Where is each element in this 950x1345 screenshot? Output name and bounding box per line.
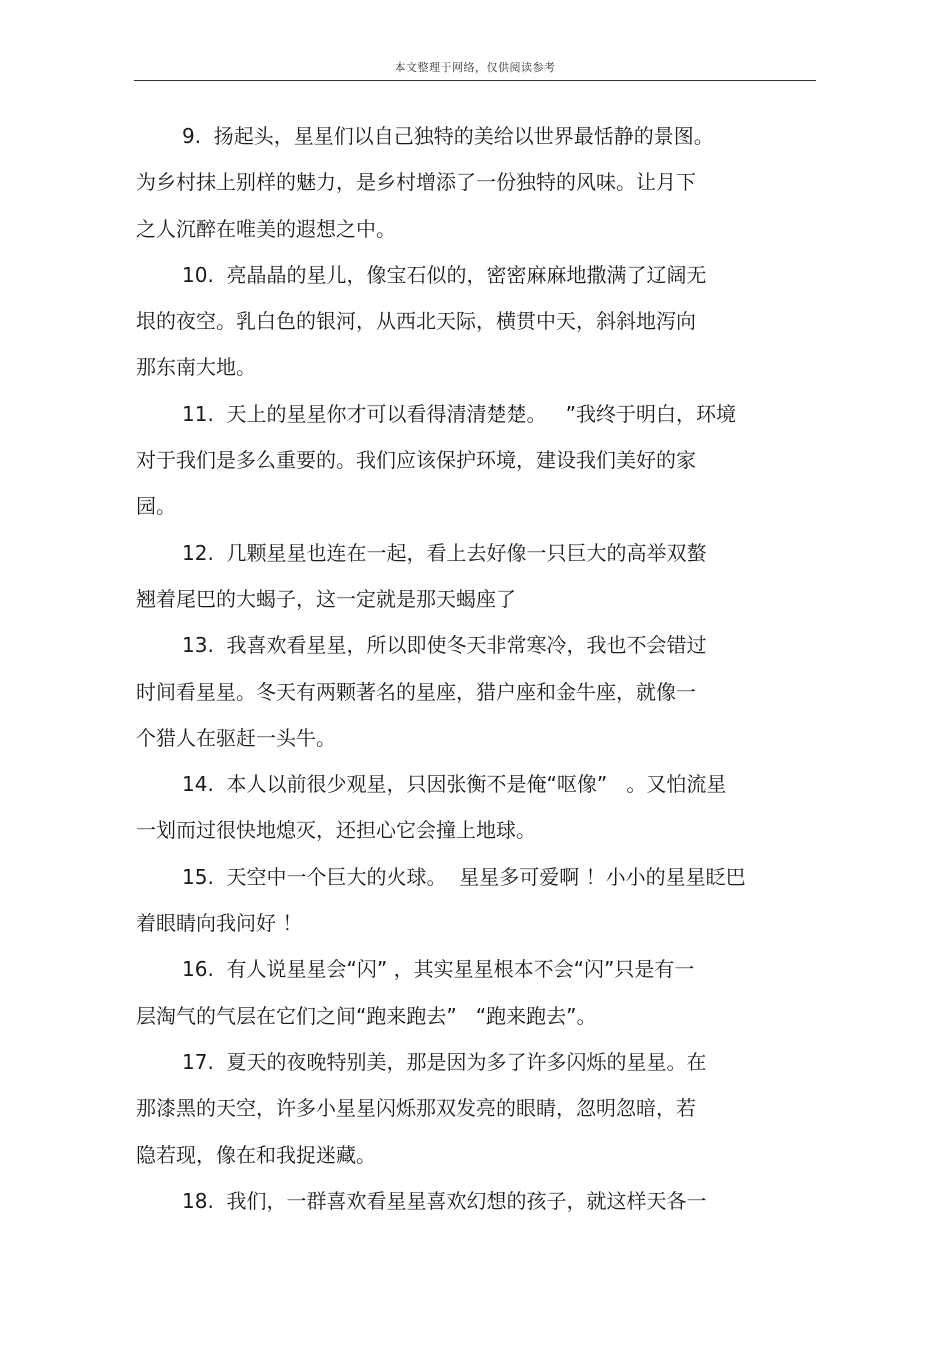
- text-line: 对于我们是多么重要的。我们应该保护环境，建设我们美好的家: [136, 448, 696, 473]
- text-line: 垠的夜空。乳白色的银河，从西北天际，横贯中天，斜斜地泻向: [136, 309, 696, 334]
- text-line: 园。: [136, 494, 176, 519]
- text-line: 11. 天上的星星你才可以看得清清楚楚。 ”我终于明白，环境: [182, 401, 736, 426]
- text-line: 个猎人在驱赶一头牛。: [136, 725, 336, 750]
- text-line: 一划而过很快地熄灭，还担心它会撞上地球。: [136, 818, 536, 843]
- text-line: 17. 夏天的夜晚特别美，那是因为多了许多闪烁的星星。在: [182, 1049, 707, 1074]
- text-line: 着眼睛向我问好 ！: [136, 911, 303, 936]
- text-line: 之人沉醉在唯美的遐想之中。: [136, 216, 396, 241]
- text-line: 12. 几颗星星也连在一起，看上去好像一只巨大的高举双螯: [182, 540, 707, 565]
- text-line: 9. 扬起头，星星们以自己独特的美给以世界最恬静的景图。: [182, 124, 714, 148]
- text-line: 那东南大地。: [136, 355, 256, 380]
- text-line: 那漆黑的天空，许多小星星闪烁那双发亮的眼睛，忽明忽暗，若: [136, 1096, 696, 1121]
- text-line: 层淘气的气层在它们之间“跑来跑去” “跑来跑去”。: [136, 1003, 597, 1028]
- text-line: 16. 有人说星星会“闪” ，其实星星根本不会“闪”只是有一: [182, 957, 695, 982]
- text-line: 时间看星星。冬天有两颗著名的星座，猎户座和金牛座，就像一: [136, 679, 696, 704]
- text-line: 为乡村抹上别样的魅力，是乡村增添了一份独特的风味。让月下: [136, 170, 696, 195]
- header-divider: [134, 80, 816, 81]
- text-line: 18. 我们，一群喜欢看星星喜欢幻想的孩子，就这样天各一: [182, 1188, 707, 1213]
- text-line: 14. 本人以前很少观星，只因张衡不是俺“呕像” 。又怕流星: [182, 772, 727, 797]
- text-line: 翘着尾巴的大蝎子，这一定就是那天蝎座了: [136, 586, 516, 611]
- document-body: [136, 113, 811, 1224]
- text-line: 15. 天空中一个巨大的火球。 星星多可爱啊 ！小小的星星眨巴: [182, 864, 746, 889]
- text-line: 隐若现，像在和我捉迷藏。: [136, 1142, 376, 1167]
- text-line: 13. 我喜欢看星星，所以即使冬天非常寒冷，我也不会错过: [182, 633, 707, 658]
- page-header: 本文整理于网络，仅供阅读参考: [394, 61, 556, 74]
- text-line: 10. 亮晶晶的星儿，像宝石似的，密密麻麻地撒满了辽阔无: [182, 262, 707, 287]
